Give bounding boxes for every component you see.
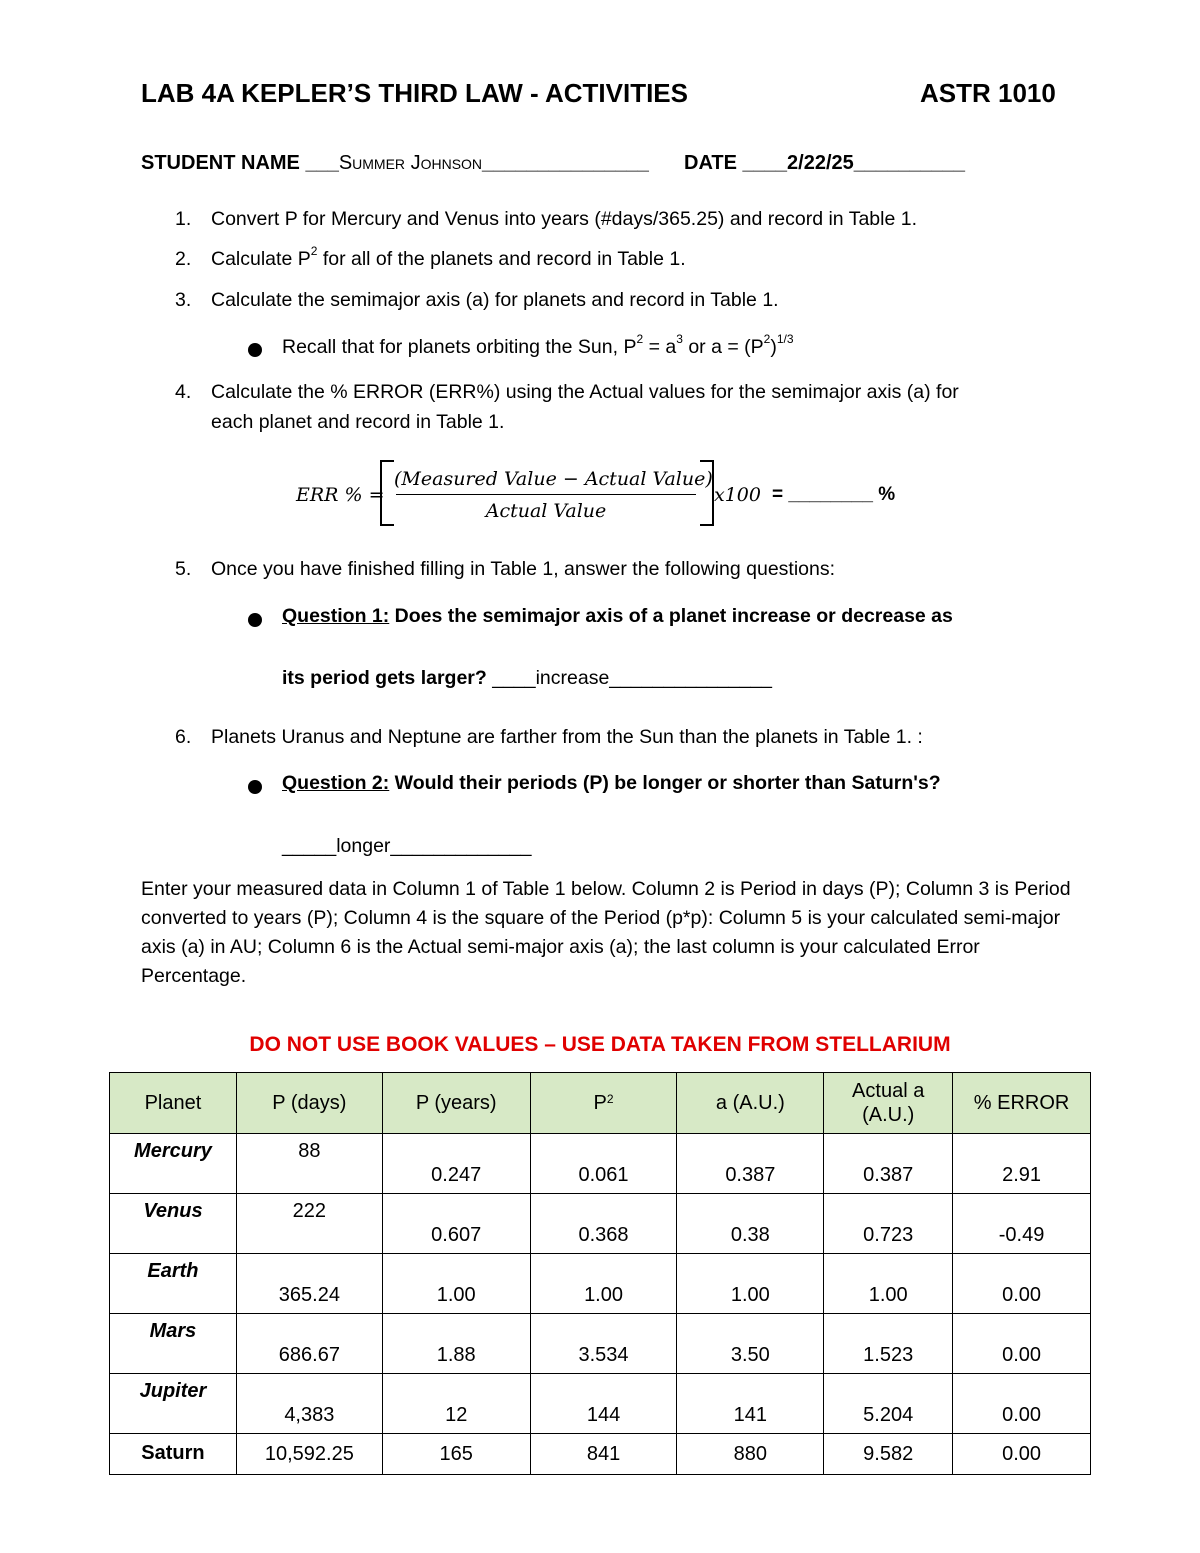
cell-error[interactable]: -0.49 — [953, 1194, 1091, 1254]
cell-p-days[interactable]: 686.67 — [236, 1314, 382, 1374]
step-3 — [175, 289, 779, 312]
date-label: DATE ____ — [684, 152, 788, 174]
header-p2-base: P — [593, 1092, 607, 1114]
question-text: Would their periods (P) be longer or shorter than Saturn's? — [389, 772, 941, 794]
cell-p2[interactable]: 841 — [530, 1434, 677, 1475]
question-1 — [282, 605, 953, 628]
cell-planet: Saturn — [110, 1434, 237, 1475]
cell-actual[interactable]: 0.723 — [824, 1194, 953, 1254]
formula-times: x100 — [714, 484, 761, 506]
cell-p-days[interactable]: 10,592.25 — [236, 1434, 382, 1475]
table-row — [110, 1434, 1091, 1475]
cell-a[interactable]: 141 — [677, 1374, 824, 1434]
cell-actual[interactable]: 1.523 — [824, 1314, 953, 1374]
table-row — [110, 1134, 1091, 1194]
header-actual-a: Actual a (A.U.) — [824, 1073, 953, 1134]
step-text-cont: for all of the planets and record in Table 1. — [317, 248, 686, 270]
cell-p2[interactable]: 1.00 — [530, 1254, 677, 1314]
cell-a[interactable]: 880 — [677, 1434, 824, 1475]
cell-p-years[interactable]: 12 — [382, 1374, 530, 1434]
cell-a[interactable]: 0.38 — [677, 1194, 824, 1254]
cell-a[interactable]: 3.50 — [677, 1314, 824, 1374]
question-2 — [282, 772, 941, 795]
step-text: Calculate the semimajor axis (a) for planets and record in Table 1. — [211, 289, 779, 311]
formula-denominator: Actual Value — [485, 500, 607, 522]
cell-planet: Jupiter — [110, 1374, 237, 1434]
cell-p-days[interactable]: 88 — [236, 1134, 382, 1194]
recall-part: Recall that for planets orbiting the Sun, P — [282, 336, 637, 358]
date-value[interactable]: 2/22/25 — [787, 152, 854, 174]
recall-part: ) — [770, 336, 777, 358]
bullet-icon — [248, 780, 262, 794]
step-number: 3. — [175, 289, 192, 311]
cell-error[interactable]: 0.00 — [953, 1434, 1091, 1475]
cell-error[interactable]: 2.91 — [953, 1134, 1091, 1194]
step-number: 2. — [175, 248, 192, 270]
step-number: 6. — [175, 726, 192, 748]
cell-planet: Venus — [110, 1194, 237, 1254]
recall-text — [282, 332, 794, 359]
cell-p2[interactable]: 144 — [530, 1374, 677, 1434]
cell-p-years[interactable]: 165 — [382, 1434, 530, 1475]
header-error: % ERROR — [953, 1073, 1091, 1134]
left-bracket — [380, 460, 394, 526]
cell-p-years[interactable]: 0.247 — [382, 1134, 530, 1194]
cell-planet: Mercury — [110, 1134, 237, 1194]
question-label: Question 2: — [282, 772, 390, 794]
student-line — [141, 152, 965, 175]
instructions-paragraph: Enter your measured data in Column 1 of Table 1 below. Column 2 is Period in days (P); Column 3 is Period converted to years (P); Column 4 is the square of the Period (p*p): Column 5 is your calculated semi-major axis (a) in AU; Column 6 is the Actual semi-major axis (a); the last column is your calculated Error Percentage. — [141, 878, 1071, 987]
step-number: 1. — [175, 208, 192, 230]
cell-actual[interactable]: 1.00 — [824, 1254, 953, 1314]
formula-result — [772, 484, 895, 506]
table-row — [110, 1314, 1091, 1374]
percent-sign: % — [878, 484, 896, 505]
step-text: Convert P for Mercury and Venus into years (#days/365.25) and record in Table 1. — [211, 208, 918, 230]
table-row — [110, 1194, 1091, 1254]
superscript: 3 — [676, 332, 683, 346]
step-5 — [175, 558, 835, 581]
cell-a[interactable]: 0.387 — [677, 1134, 824, 1194]
result-blank[interactable]: ________ — [788, 484, 873, 505]
header-a: a (A.U.) — [677, 1073, 824, 1134]
date-trail: __________ — [853, 152, 966, 174]
cell-actual[interactable]: 9.582 — [824, 1434, 953, 1475]
superscript: 2 — [636, 332, 644, 346]
cell-actual[interactable]: 0.387 — [824, 1134, 953, 1194]
warning-text: DO NOT USE BOOK VALUES – USE DATA TAKEN FROM STELLARIUM — [249, 1033, 951, 1056]
question-text: its period gets larger? — [282, 667, 493, 689]
cell-planet: Mars — [110, 1314, 237, 1374]
recall-part: or a = (P — [682, 336, 764, 358]
cell-error[interactable]: 0.00 — [953, 1254, 1091, 1314]
right-bracket — [700, 460, 714, 526]
question-1-line2 — [282, 667, 772, 690]
name-trail: _______________ — [482, 152, 649, 174]
cell-a[interactable]: 1.00 — [677, 1254, 824, 1314]
formula-lhs: ERR % = — [296, 484, 385, 506]
cell-error[interactable]: 0.00 — [953, 1314, 1091, 1374]
step-6 — [175, 726, 923, 749]
cell-p-years[interactable]: 1.00 — [382, 1254, 530, 1314]
page-title: LAB 4A KEPLER’S THIRD LAW - ACTIVITIES — [141, 78, 688, 108]
step-text: Once you have finished filling in Table 1, answer the following questions: — [211, 558, 836, 580]
answer-1[interactable]: ____increase_______________ — [492, 667, 772, 689]
formula-numerator: (Measured Value − Actual Value) — [394, 468, 713, 490]
cell-error[interactable]: 0.00 — [953, 1374, 1091, 1434]
equals-sign: = — [772, 484, 784, 505]
step-number: 4. — [175, 381, 192, 403]
name-label: STUDENT NAME ___ — [141, 152, 339, 174]
header-p-years: P (years) — [382, 1073, 530, 1134]
cell-p2[interactable]: 0.368 — [530, 1194, 677, 1254]
question-text: Does the semimajor axis of a planet increase or decrease as — [389, 605, 953, 627]
cell-p-days[interactable]: 4,383 — [236, 1374, 382, 1434]
superscript: 2 — [310, 244, 318, 258]
step-number: 5. — [175, 558, 192, 580]
superscript: 1/3 — [776, 332, 794, 346]
step-text: Calculate the % ERROR (ERR%) using the Actual values for the semimajor axis (a) for — [211, 381, 959, 403]
step-text: Calculate P — [211, 248, 311, 270]
cell-p2[interactable]: 0.061 — [530, 1134, 677, 1194]
cell-p-years[interactable]: 0.607 — [382, 1194, 530, 1254]
step-1 — [175, 208, 917, 231]
cell-p-years[interactable]: 1.88 — [382, 1314, 530, 1374]
bullet-icon — [248, 613, 262, 627]
step-4 — [175, 381, 959, 404]
table-row — [110, 1374, 1091, 1434]
superscript: 2 — [606, 1092, 614, 1106]
fraction-bar — [396, 494, 696, 495]
student-name-value[interactable]: Summer Johnson — [338, 152, 483, 174]
header-p-squared — [530, 1073, 677, 1134]
cell-p-days[interactable]: 222 — [236, 1194, 382, 1254]
cell-planet: Earth — [110, 1254, 237, 1314]
course-code: ASTR 1010 — [920, 78, 1056, 108]
recall-part: = a — [643, 336, 677, 358]
step-2 — [175, 244, 686, 271]
bullet-icon — [248, 343, 262, 357]
table-header-row — [110, 1073, 1091, 1134]
step-4-line2: each planet and record in Table 1. — [211, 411, 505, 433]
header-p-days: P (days) — [236, 1073, 382, 1134]
superscript: 2 — [763, 332, 771, 346]
cell-p2[interactable]: 3.534 — [530, 1314, 677, 1374]
header-planet: Planet — [110, 1073, 237, 1134]
cell-p-days[interactable]: 365.24 — [236, 1254, 382, 1314]
answer-2[interactable]: _____longer_____________ — [282, 835, 532, 857]
table-row — [110, 1254, 1091, 1314]
cell-actual[interactable]: 5.204 — [824, 1374, 953, 1434]
question-label: Question 1: — [282, 605, 390, 627]
step-text: Planets Uranus and Neptune are farther from the Sun than the planets in Table 1. : — [211, 726, 923, 748]
data-table — [109, 1072, 1091, 1475]
